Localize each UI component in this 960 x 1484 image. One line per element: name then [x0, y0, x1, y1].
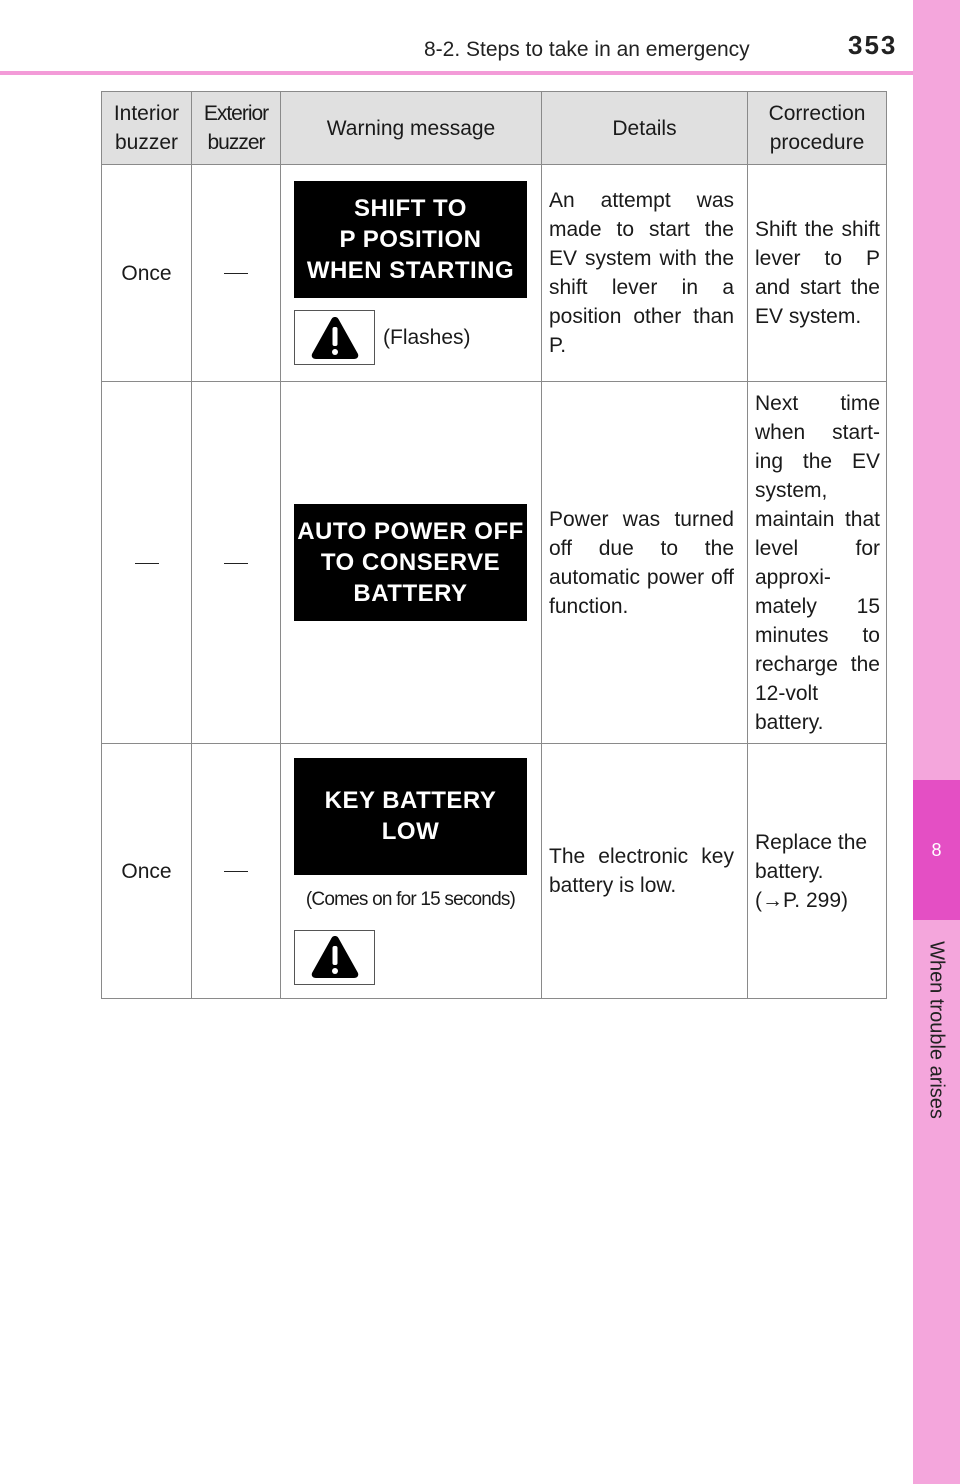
dash — [135, 563, 159, 564]
table-row — [102, 165, 887, 382]
chapter-number: 8 — [913, 780, 960, 920]
exterior-buzzer-cell — [192, 382, 281, 744]
warning-message-cell — [281, 382, 542, 744]
dash — [224, 273, 248, 274]
table-header-row — [102, 92, 887, 165]
col-details: Details — [542, 92, 748, 165]
col-exterior-buzzer: Exterior buzzer — [192, 92, 281, 165]
procedure-cell: Replace the battery. (→P. 299) — [748, 744, 887, 999]
warning-table — [101, 91, 887, 999]
dash — [224, 871, 248, 872]
warning-message-cell — [281, 165, 542, 382]
details-cell: An attempt was made to start the EV system with the shift lever in a position other than P. — [542, 165, 748, 382]
col-interior-buzzer: Interior buzzer — [102, 92, 192, 165]
procedure-cell: Next time when start-ing the EV system, maintain that level for approxi-mately 15 minutes to recharge the 12-volt battery. — [748, 382, 887, 744]
flash-note: (Flashes) — [383, 326, 471, 349]
procedure-cell: Shift the shift lever to P and start the EV system. — [748, 165, 887, 382]
col-warning-message: Warning message — [281, 92, 542, 165]
details-cell: The electronic key battery is low. — [542, 744, 748, 999]
interior-buzzer-cell: Once — [102, 744, 192, 999]
interior-buzzer-cell — [102, 382, 192, 744]
details-cell: Power was turned off due to the automatic power off function. — [542, 382, 748, 744]
page-number: 353 — [848, 30, 898, 60]
dash — [224, 563, 248, 564]
display-message: KEY BATTERY LOW — [294, 758, 527, 875]
exterior-buzzer-cell — [192, 165, 281, 382]
warning-light — [294, 930, 375, 985]
col-correction-procedure: Correction procedure — [748, 92, 887, 165]
exclamation-warning-icon — [311, 935, 359, 979]
warning-light — [294, 310, 375, 365]
display-message: AUTO POWER OFF TO CONSERVE BATTERY — [294, 504, 527, 621]
side-tab — [913, 0, 960, 1484]
header-rule — [0, 71, 913, 75]
table-row — [102, 744, 887, 999]
exclamation-warning-icon — [311, 316, 359, 360]
table-row — [102, 382, 887, 744]
interior-buzzer-cell: Once — [102, 165, 192, 382]
chapter-label: When trouble arises — [925, 941, 948, 1119]
section-title: 8-2. Steps to take in an emergency — [424, 38, 750, 61]
display-message: SHIFT TO P POSITION WHEN STARTING — [294, 181, 527, 298]
exterior-buzzer-cell — [192, 744, 281, 999]
warning-message-cell — [281, 744, 542, 999]
duration-note: (Comes on for 15 seconds) — [305, 888, 516, 910]
